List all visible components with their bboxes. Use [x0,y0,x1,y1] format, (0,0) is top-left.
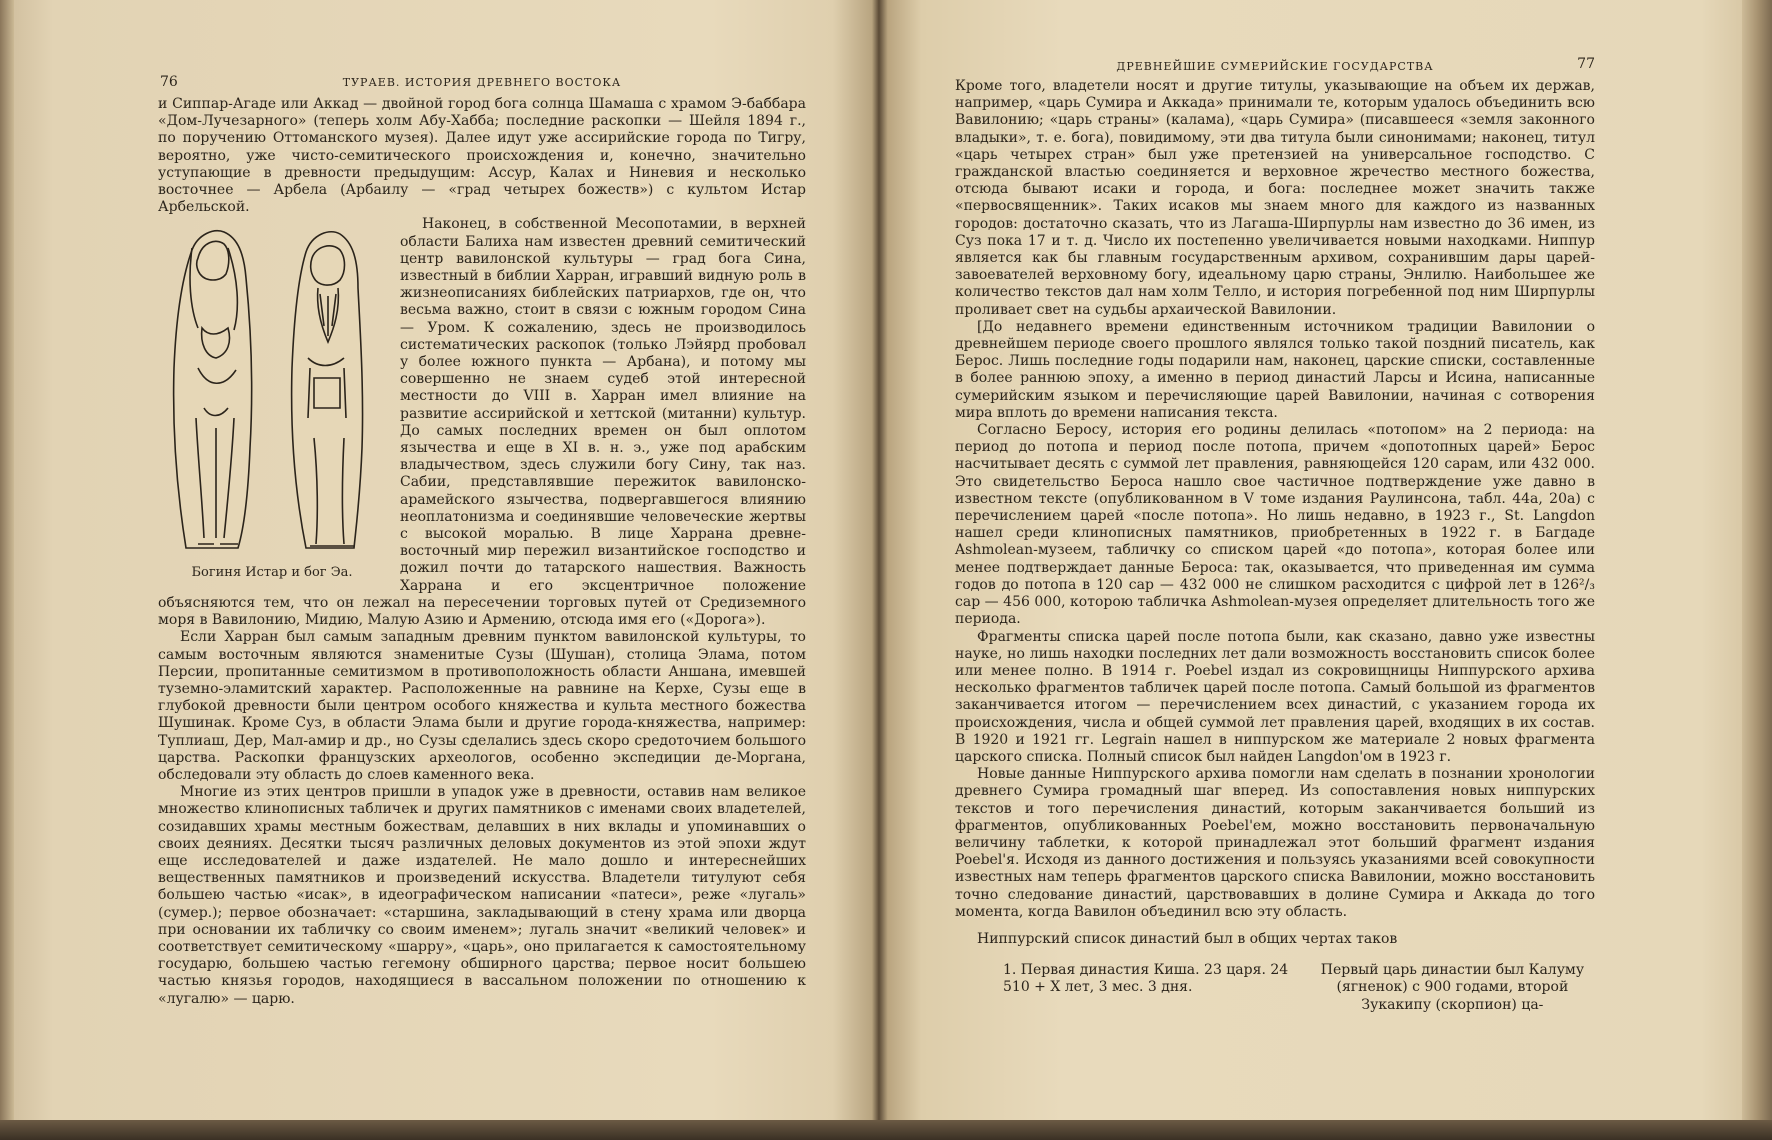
right-paragraph: Новые данные Ниппурского архива помогли нам сделать в познании хронологии древнего Сумира громадный шаг вперед. Из сопоставления новых ниппурских текстов и того перечисления династий, которым заканчивается больший из фрагментов, опубликованных Poebel'ем, можно восстановить первоначальную величину таблетки, к которой принадлежал этот больший фрагмент издания Poebel'я. Исходя из данного достижения и пользуясь указаниями всей совокупности известных нам теперь фрагментов царского списка Вавилонии, можно восстановить точно следование династий, царствовавших в долине Сумира и Аккада до того момента, когда Вавилон объединил всю эту область. [955,766,1595,920]
right-page-number: 77 [1577,56,1595,72]
left-paragraph: Многие из этих центров пришли в упадок уже в древности, оставив нам великое множество клинописных табличек и других памятников с именами своих владетелей, созидавших храмы местным божествам, делавших в них вклады и упоминавших о своих деяниях. Десятки тысяч различных деловых документов из этой эпохи ждут еще исследователей и даже издателей. Не мало дошло и интереснейших вещественных памятников и произведений искусства. Владетели титулуют себя большею частью «исак», в идеографическом написании «патеси», реже «лугаль» (сумер.); первое обозначает: «старшина, закладывающий в стену храма или дворца при основании их табличку со своим именем»; лугаль значит «великий человек» и соответствует семитическому «шарру», «царь», оно прилагается к самостоятельному государю, большею частью гегемону обширного царства; первое носит большею частью князья городов, находящиеся в вассальном положении по отношению к «лугалю» — царю. [158,784,806,1007]
right-paragraph: Фрагменты списка царей после потопа были, как сказано, давно уже известны науке, но лишь находки последних лет дали возможность восстановить список более или менее полно. В 1914 г. Poebel издал из сокровищницы Ниппурского архива несколько фрагментов табличек царей после потопа. Самый большой из фрагментов заканчивается итогом — перечислением всех династий, с указанием города их происхождения, числа и общей суммой лет правления царей, входящих в их состав. В 1920 и 1921 гг. Legrain нашел в ниппурском же материале 2 новых фрагмента царского списка. Полный список был найден Langdon'ом в 1923 г. [955,628,1595,765]
left-running-title: ТУРАЕВ. ИСТОРИЯ ДРЕВНЕГО ВОСТОКА [342,76,622,89]
figure-illustration [158,218,386,558]
book-right-edge [1742,0,1772,1140]
right-text-block [955,78,1595,948]
right-paragraph: Кроме того, владетели носят и другие титулы, указывающие на объем их держав, например, «царь Сумира и Аккада» принимали те, которым удалось объединить всю Вавилонию; «царь страны» (калама), «царь Сумира» (писавшееся «земля законного владыки», т. е. бога), повидимому, эти два титула были синонимами; наконец, титул «царь четырех стран» был уже претензией на универсальное господство. С гражданской властью соединяется и верховное жречество местного божества, отсюда бывают исаки и города, и бога: последнее может значить также «первосвященник». Таких исаков мы знаем много для каждого из названных городов: достаточно сказать, что из Лагаша-Ширпурлы нам известно до 36 имен, из Суз пока 17 и т. д. Число их постепенно увеличивается новыми находками. Ниппур является как бы главным государственным архивом, сохранившим дары царей-завоевателей верховному богу, идеальному царю страны, Энлилю. Наибольшее же количество текстов дал нам холм Телло, и история погребенной под ним Ширпурлы проливает свет на судьбы архаической Вавилонии. [955,78,1595,318]
right-running-title: ДРЕВНЕЙШИЕ СУМЕРИЙСКИЕ ГОСУДАРСТВА [1116,60,1434,73]
left-text-block [158,96,806,1008]
right-paragraph: Согласно Беросу, история его родины делилась «потопом» на 2 периода: на период до потопа и период после потопа, причем «допотопных царей» Берос насчитывает десять с суммой лет правления, равняющейся 120 сарам, или 432 000. Это свидетельство Бероса нашло свое частичное подтверждение уже давно в известном тексте (опубликованном в V томе издания Раулинсона, табл. 44a, 20a) с перечислением царей «после потопа». Но лишь недавно, в 1923 г., St. Langdon нашел среди клинописных памятников, приобретенных в 1922 г. в Багдаде Ashmolean-музеем, табличку со списком царей «до потопа», которая более или менее подтверждает данные Бероса: так, оказывается, что приведенная им сумма годов до потопа в 120 сар — 432 000 не слишком расходится с цифрой лет в 126²/₃ сар — 456 000, которою табличка Ashmolean-музея определяет длительность того же периода. [955,422,1595,628]
left-running-head [158,74,806,96]
left-page [158,74,806,1008]
left-paragraph: Наконец, в собственной Месопотамии, в верхней области Балиха нам известен древний семитический центр вавилонской культуры — град бога Сина, известный в библии Харран, игравший видную роль в жизнеописаниях библейских патриархов, где он, что весьма важно, стоит в связи с южным городом Сина — Уром. К сожалению, здесь не производилось систематических раскопок (только Лэйярд пробовал у более южного пункта — Арбана), и потому мы совершенно не знаем судеб этой интересной местности до VIII в. Харран имел влияние на развитие ассирийской и хеттской (митанни) культур. До самых последних времен он был оплотом язычества и еще в XI в. н. э., уже под арабским владычеством, здесь служили богу Сину, так наз. Сабии, представлявшие пережиток вавилонско-арамейского язычества, подвергавшегося влиянию неоплатонизма и соединявшие человеческие жертвы с высокой моралью. В лице Харрана древне-восточный мир пережил византийское господство и дожил почти до татарского нашествия. Важность Харрана и его эксцентричное положение объясняются тем, что он лежал на пересечении торговых путей от Средиземного моря в Вавилонию, Мидию, Малую Азию и Армению, отсюда имя его («Дорога»). [158,216,806,629]
book-bottom-edge [0,1120,1772,1140]
dynasty-list-entry: 1. Первая династия Киша. 23 царя. 24 510 + X лет, 3 мес. 3 дня. [1003,962,1289,996]
dynasty-list-note: Первый царь династии был Калуму (ягненок) с 900 годами, второй Зукакипу (скорпион) ца- [1320,962,1585,1013]
left-paragraph: Если Харран был самым западным древним пунктом вавилонской культуры, то самым восточным являются знаменитые Сузы (Шушан), столица Элама, потом Персии, пропитанные семитизмом в противоположность области Аншана, имевшей туземно-эламитский характер. Расположенные на равнине на Керхе, Сузы еще в глубокой древности были центром особого княжества и культа местного божества Шушинак. Кроме Суз, в области Элама были и другие города-княжества, например: Туплиаш, Дер, Мал-амир и др., но Сузы сделались здесь скоро средоточием большого царства. Раскопки французских археологов, особенно экспедиции де-Моргана, обследовали эту область до слоев каменного века. [158,629,806,783]
right-paragraph: [До недавнего времени единственным источником традиции Вавилонии о древнейшем периоде своего прошлого являлся только такой поздний писатель, как Берос. Лишь последние годы подарили нам, наконец, царские списки, составленные в более раннюю эпоху, а именно в период династий Ларсы и Исина, написанные сумерийским языком и перечисляющие царей Вавилонии, начиная с сотворения мира вплоть до времени написания текста. [955,318,1595,421]
right-paragraph: Ниппурский список династий был в общих чертах таков [977,930,1398,947]
dynasty-list [955,962,1595,1014]
figure-caption: Богиня Истар и бог Эа. [191,565,353,581]
book-left-edge [0,0,14,1140]
figure-istar-ea [158,218,386,584]
right-page [955,56,1595,1014]
right-running-head [955,56,1595,78]
left-page-number: 76 [160,74,178,90]
left-paragraph: и Сиппар-Агаде или Аккад — двойной город бога солнца Шамаша с храмом Э-баббара «Дом-Лучезарного» (теперь холм Абу-Хабба; последние раскопки — Шейля 1894 г., по поручению Оттоманского музея). Далее идут уже ассирийские города по Тигру, вероятно, уже чисто-семитического происхождения и, конечно, значительно уступающие в древности предыдущим: Ассур, Калах и Ниневия и несколько восточнее — Арбела (Арбаилу — «град четырех божеств») с культом Истар Арбельской. [158,96,806,216]
